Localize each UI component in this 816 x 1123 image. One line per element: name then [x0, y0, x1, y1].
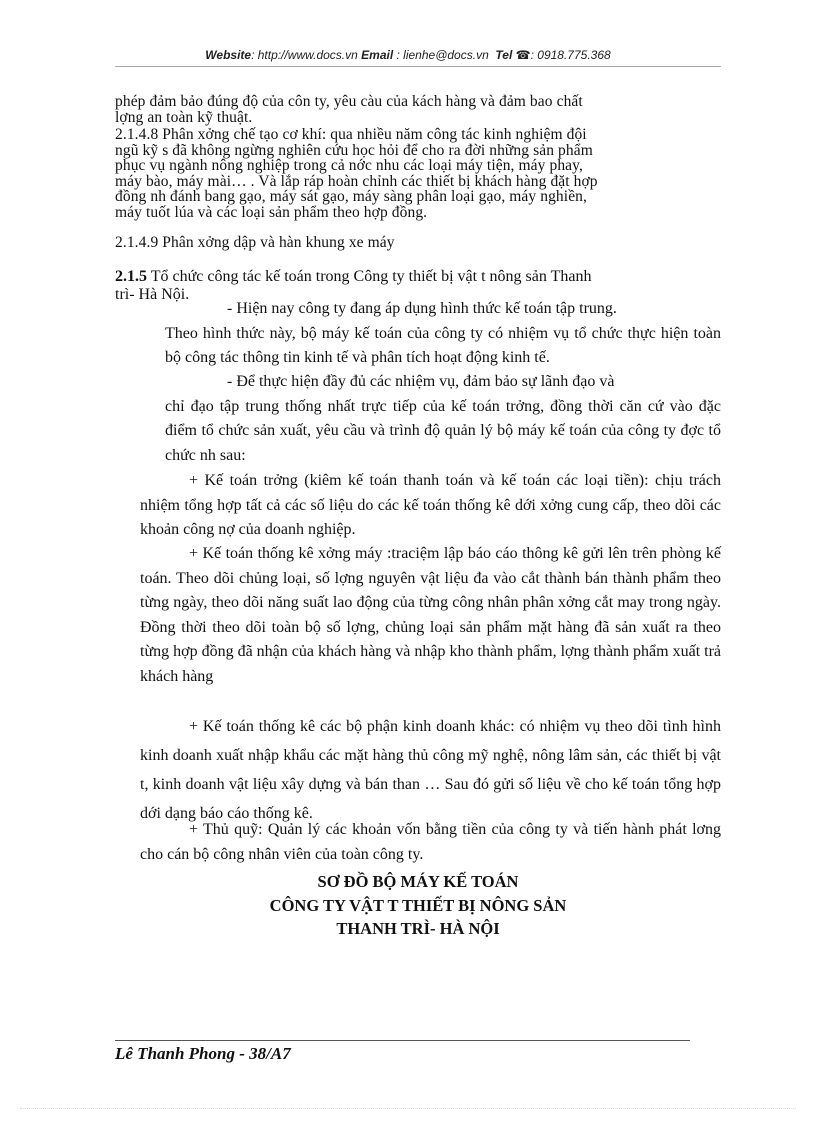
- item-248-line-2: ngũ kỹ s đã không ngừng nghiên cứu học hỏi để cho ra đời những sản phẩm: [115, 141, 593, 159]
- paragraph-2-lead: - Để thực hiện đầy đủ các nhiệm vụ, đảm bảo sự lãnh đạo và: [227, 373, 615, 390]
- diagram-title-line-3: THANH TRÌ- HÀ NỘI: [336, 919, 500, 938]
- paragraph-6: [140, 818, 721, 867]
- paragraph-1: [165, 297, 721, 371]
- paragraph-4: [140, 542, 721, 689]
- intro-line-1: phép đảm bảo đúng độ của côn ty, yêu càu của kách hàng và đảm bao chất: [115, 93, 583, 110]
- item-2-1-4-9: 2.1.4.9 Phân xởng dập và hàn khung xe máy: [115, 234, 395, 251]
- page-header: [0, 48, 816, 62]
- paragraph-2: [165, 370, 721, 468]
- intro-line-2: lợng an toàn kỹ thuật.: [115, 108, 253, 126]
- tel-label: Tel ☎: [495, 48, 531, 62]
- paragraph-4-body: + Kế toán thống kê xởng máy :traciệm lập báo cáo thông kê gửi lên trên phòng kế toán. Theo dõi chủng loại, số lợng nguyên vật liệu đa vào cắt thành bán thành phẩm theo từng ngày, theo dõi năng suất lao động của từng công nhân phân xởng cắt may trong ngày. Đồng thời theo dõi toàn bộ số lợng, chủng loại sản phẩm mặt hàng đã sản xuất ra theo từng hợp đồng đã nhận của khách hàng và nhập kho thành phẩm, lợng thành phẩm xuất trả khách hàng: [140, 545, 722, 685]
- footer-divider: [115, 1040, 690, 1041]
- header-divider: [115, 66, 721, 67]
- section-title-line-2: trì- Hà Nội.: [115, 286, 190, 303]
- paragraph-5: [140, 712, 721, 828]
- item-248-line-6: máy tuốt lúa và các loại sản phẩm theo hợp đồng.: [115, 203, 428, 221]
- paragraph-5-body: + Kế toán thống kê các bộ phận kinh doanh khác: có nhiệm vụ theo dõi tình hình kinh doanh xuất nhập khẩu các mặt hàng thủ công mỹ nghệ, nông lâm sản, các thiết bị vật t, kinh doanh vật liệu xây dựng và bán than … Sau đó gửi số liệu về cho kế toán tổng hợp dới dạng báo cáo thống kê.: [140, 718, 721, 822]
- email-label: Email: [361, 48, 394, 62]
- tel-number: : 0918.775.368: [530, 48, 611, 62]
- email-address[interactable]: : lienhe@docs.vn: [393, 48, 489, 62]
- footer-author: Lê Thanh Phong - 38/A7: [115, 1044, 291, 1063]
- paragraph-1-body: Theo hình thức này, bộ máy kế toán của công ty có nhiệm vụ tổ chức thực hiện toàn bộ công tác thông tin kinh tế và phân tích hoạt động kinh tế.: [165, 324, 721, 366]
- intro-paragraph: [115, 94, 721, 125]
- diagram-title-line-1: SƠ ĐỒ BỘ MÁY KẾ TOÁN: [317, 872, 519, 891]
- website-url[interactable]: : http://www.docs.vn: [251, 48, 358, 62]
- item-2-1-4-8: [115, 127, 721, 220]
- item-248-line-1: 2.1.4.8 Phân xởng chế tạo cơ khí: qua nhiều năm công tác kinh nghiệm đội: [115, 126, 587, 143]
- item-248-line-5: đồng nh đánh bang gạo, máy sát gạo, máy sàng phân loại gạo, máy nghiền,: [115, 188, 587, 205]
- item-248-line-3: phục vụ ngành nông nghiệp trong cả nớc nhu các loại máy tiện, máy phay,: [115, 157, 583, 174]
- section-number: 2.1.5: [115, 268, 147, 285]
- paragraph-6-body: + Thủ quỹ: Quản lý các khoản vốn bằng tiền của công ty và tiến hành phát lơng cho cán bộ công nhân viên của toàn công ty.: [140, 821, 721, 863]
- paragraph-3-body: + Kế toán trởng (kiêm kế toán thanh toán và kế toán các loại tiền): chịu trách nhiệm tổng hợp tất cả các số liệu do các kế toán thống kê dới xởng cung cấp, theo dõi các khoản công nợ của doanh nghiệp.: [140, 472, 721, 538]
- item-248-line-4: máy bào, máy mài… . Và lắp ráp hoàn chỉnh các thiết bị khách hàng đặt hợp: [115, 172, 598, 190]
- section-title-line-1: Tổ chức công tác kế toán trong Công ty thiết bị vật t nông sản Thanh: [147, 268, 592, 285]
- paragraph-1-lead: - Hiện nay công ty đang áp dụng hình thức kế toán tập trung.: [227, 300, 617, 317]
- diagram-title-line-2: CÔNG TY VẬT T THIẾT BỊ NÔNG SẢN: [269, 896, 567, 915]
- website-label: Website: [205, 48, 252, 62]
- paragraph-3: [140, 469, 721, 543]
- page-bottom-edge: [20, 1108, 796, 1109]
- paragraph-2-body: chỉ đạo tập trung thống nhất trực tiếp của kế toán trởng, đồng thời căn cứ vào đặc điểm tổ chức sản xuất, yêu cầu và trình độ quản lý bộ máy kế toán của công ty đợc tổ chức nh sau:: [165, 397, 721, 464]
